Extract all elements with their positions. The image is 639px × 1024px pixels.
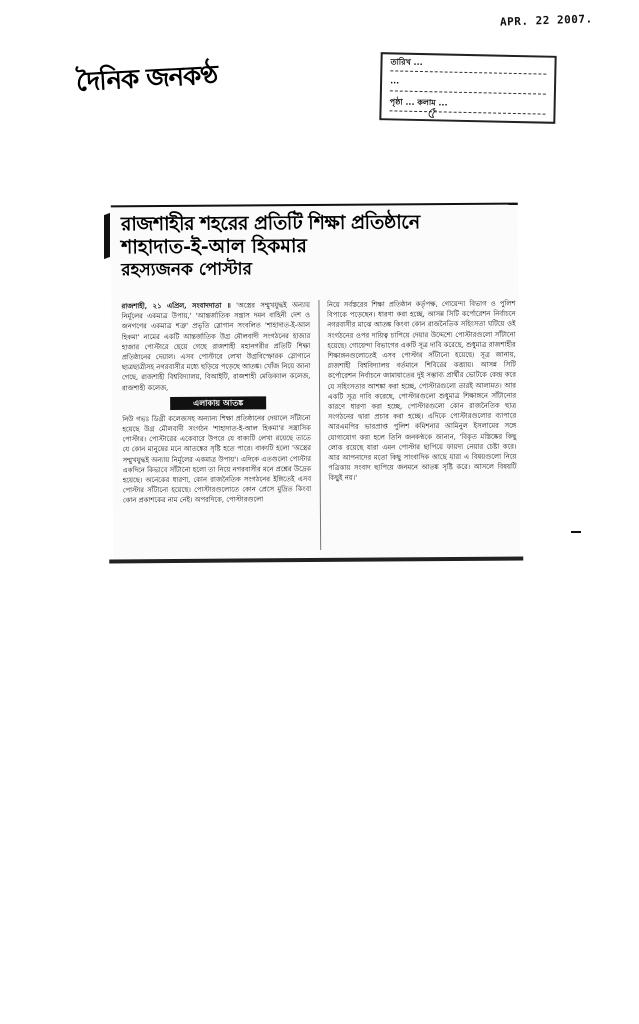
filing-stamp-date-line: তারিখ ... xyxy=(390,56,546,74)
article-dateline: রাজশাহী, ২১ এপ্রিল, সংবাদদাতা ॥ xyxy=(121,301,231,311)
article-body xyxy=(121,299,517,552)
filing-stamp xyxy=(379,52,556,124)
article-column-left xyxy=(121,300,311,551)
headline-line-3: রহস্যজনক পোস্টার xyxy=(121,259,252,281)
received-date-stamp: APR. 22 2007. xyxy=(500,12,594,29)
handwritten-mark: ৫ xyxy=(426,103,437,122)
margin-mark xyxy=(571,531,581,533)
clipping-edge-mark xyxy=(104,213,110,259)
article-subhead: এলাকায় আতঙ্ক xyxy=(170,396,266,410)
article-column-left-text: 'অস্ত্রের সম্মুখযুদ্ধই অন্যায় নির্মূলের একমাত্র উপায়,' 'আন্তর্জাতিক সন্ত্রাস দমন বাহিনী দেশ ও জনগণের একমাত্র শত্রু' প্রভৃতি স্লোগান সংবলিত 'শাহাদাত-ই-আল হিকমা' নামের একটি আন্তর্জাতিক উগ্র মৌলবাদী সংগঠনের হাজার হাজার পোস্টারে ছেয়ে গেছে রাজশাহী মহানগরীর প্রতিটি শিক্ষা প্রতিষ্ঠানের দেয়াল। এসব পোস্টারে লেখা উগ্রবিস্ফোরক স্লোগানে ছাত্রছাত্রীসহ নগরবাসীর মধ্যে ছড়িয়ে পড়েছে আতঙ্ক। খোঁজ নিয়ে জানা গেছে, রাজশাহী বিশ্ববিদ্যালয়, বিআইটি, রাজশাহী মেডিক্যাল কলেজ, রাজশাহী কলেজ, xyxy=(121,301,311,392)
filing-stamp-page-line: পৃষ্ঠা ... কলাম ... xyxy=(389,96,545,114)
article-column-right xyxy=(327,299,517,550)
news-clipping xyxy=(111,203,520,560)
headline-line-2: শাহাদাত-ই-আল হিকমার xyxy=(120,235,307,259)
headline-line-1: রাজশাহীর শহরের প্রতিটি শিক্ষা প্রতিষ্ঠানে xyxy=(120,211,420,236)
article-headline xyxy=(121,211,513,282)
filing-stamp-middle-line: ... xyxy=(390,76,546,94)
article-column-right-text: নিয়ে সর্বস্তরের শিক্ষা প্রতিষ্ঠান কর্তৃপক্ষ, গোয়েন্দা বিভাগ ও পুলিশ বিপাকে পড়েছেন। ধারণা করা হচ্ছে, আসন্ন সিটি কর্পোরেশন নির্বাচনে নগরবাসীর মাঝে আতঙ্ক কিংবা কোন রাজনৈতিক সহিংসতা ঘটিয়ে ওই সংগঠনের ওপর দায়িত্ব চাপিয়ে দেয়ার উদ্দেশ্যে পোস্টারগুলো সাঁটানো হয়েছে। গোয়েন্দা বিভাগের একটি সূত্র দাবি করেছে, শুধুমাত্র রাজশাহীর শিক্ষাঙ্গনগুলোতেই এসব পোস্টার সাঁটানো হয়েছে। সূত্র জানায়, রাজশাহী বিশ্ববিদ্যালয় বর্তমানে শিবিরের কব্জায়। আসন্ন সিটি কর্পোরেশন নির্বাচনে জামায়াতের দুই সম্ভাব্য প্রার্থীর ভোটকে কেন্দ্র করে যে সহিংসতার আশঙ্কা করা হচ্ছে, পোস্টারগুলো তারই আলামত। আর একটি সূত্র দাবি করেছে, পোস্টারগুলো শুধুমাত্র শিক্ষাঙ্গনে সাঁটানোর কারণে ধারণা করা হচ্ছে, পোস্টারগুলো কোন রাজনৈতিক ছাত্র সংগঠনের দ্বারা প্রচার করা হচ্ছে। এদিকে পোস্টারগুলোর ব্যাপারে আরএমপির ভারপ্রাপ্ত পুলিশ কমিশনার আমিনুল ইসলামের সঙ্গে যোগাযোগ করা হলে তিনি জনকণ্ঠকে জানান, 'বিকৃত মস্তিষ্কের কিছু লোক রয়েছে যারা এমন পোস্টার ছাপিয়ে ফায়দা নেয়ার চেষ্টা করে। আর আপনাদের মতো কিছু সাংবাদিক আছে যারা এ বিষয়গুলো নিয়ে পত্রিকায় সংবাদ ছাপিয়ে জনমনে আতঙ্ক সৃষ্টি করে। আসলে বিষয়টি কিছুই নয়।' xyxy=(326,299,517,483)
article-column-left-continued: নিউ গভঃ ডিগ্রী কলেজসহ অন্যান্য শিক্ষা প্রতিষ্ঠানের দেয়ালে সাঁটানো হয়েছে উগ্র মৌলবাদী সংগঠন 'শাহাদাত-ই-আল হিকমা'র সস্ত্রাসিক পোস্টার। পোস্টারের একেবারে উপরে যে বাক্যটি লেখা রয়েছে তাতে যে কোন মানুষের মনে আতঙ্কের সৃষ্টি হতে পারে। বাক্যটি হলো 'অস্ত্রের সম্মুখযুদ্ধই অন্যায় নির্মূলের একমাত্র উপায়'। এদিকে এতগুলো পোস্টার একদিনে কিভাবে সাঁটানো হলো তা নিয়ে নগরবাসীর মনে প্রশ্নের উদ্রেক হয়েছে। অনেকের ধারণা, কোন রাজনৈতিক সংগঠনের ইঙ্গিতেই এসব পোস্টার সাঁটানো হয়েছে। পোস্টারগুলোতে কোন প্রেসে মুদ্রিত কিংবা কোন প্রকাশকের নাম নেই। অপরদিকে, পোস্টারগুলো xyxy=(122,413,312,505)
newspaper-logo: দৈনিক জনকণ্ঠ xyxy=(75,60,219,98)
column-divider xyxy=(318,300,321,550)
